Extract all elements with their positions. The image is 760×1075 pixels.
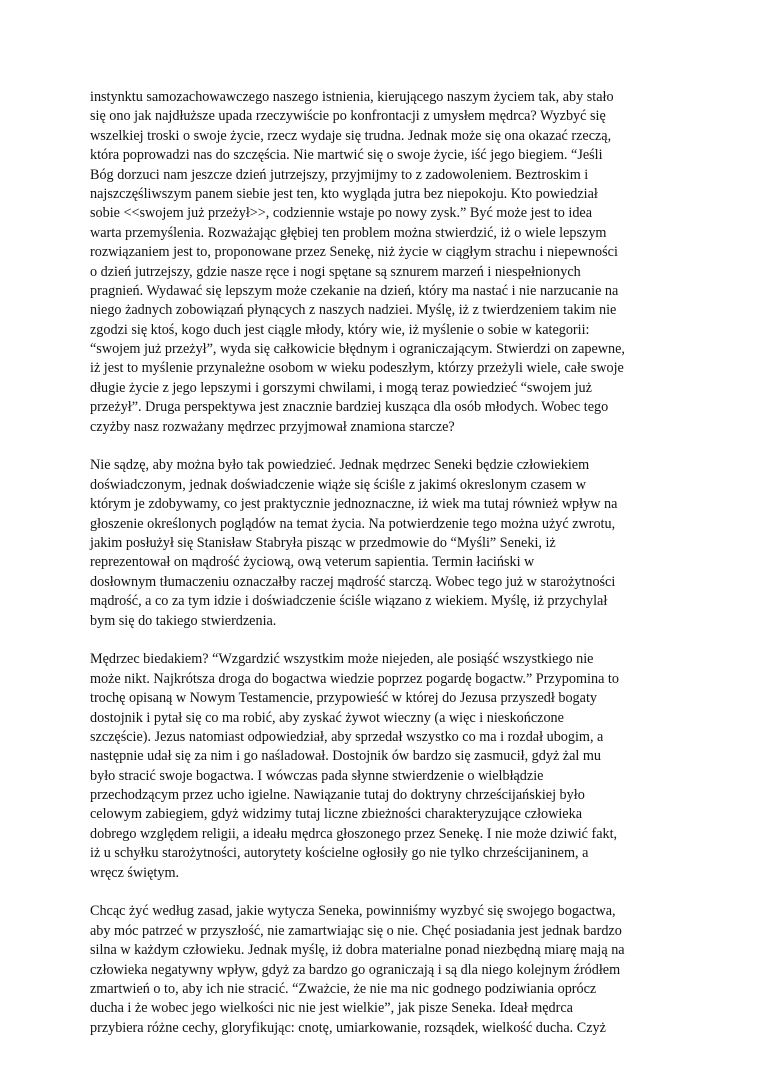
text-line: bym się do takiego stwierdzenia. <box>90 612 277 629</box>
paragraph-2 <box>90 456 680 631</box>
text-line: następnie udał się za nim i go naśladował. Dostojnik ów bardzo się zasmucił, gdyż żal mu <box>90 748 602 765</box>
text-line: trochę opisaną w Nowym Testamencie, przypowieść w której do Jezusa przyszedł bogaty <box>90 690 597 707</box>
text-line: było stracić swoje bogactwa. I wówczas pada słynne stwierdzenie o wielbłądzie <box>90 767 544 784</box>
text-line: iż jest to myślenie przynależne osobom w wieku podeszłym, którzy przeżyli wiele, całe swoje <box>90 360 624 377</box>
text-line: Mędrzec biedakiem? “Wzgardzić wszystkim może niejeden, ale posiąść wszystkiego nie <box>90 651 594 668</box>
paragraph-1 <box>90 88 680 437</box>
text-line: instynktu samozachowawczego naszego istnienia, kierującego naszym życiem tak, aby stało <box>90 89 614 105</box>
text-line: celowym zabiegiem, gdyż widzimy tutaj liczne zbieżności charakteryzujące człowieka <box>90 806 582 823</box>
text-line: aby móc patrzeć w przyszłość, nie zamartwiając się o nie. Chęć posiadania jest jednak bardzo <box>90 922 622 939</box>
text-line: może nikt. Najkrótsza droga do bogactwa wiedzie poprzez pogardę bogactw.” Przypomina to <box>90 670 619 687</box>
text-line: przeżył”. Druga perspektywa jest znacznie bardziej kusząca dla osób młodych. Wobec tego <box>90 399 609 416</box>
text-line: szczęście). Jezus natomiast odpowiedział, aby sprzedał wszystko co ma i rozdał ubogim, a <box>90 728 604 745</box>
text-line: się ono jak najdłuższe upada rzeczywiście po konfrontacji z umysłem mędrca? Wyzbyć się <box>90 108 606 125</box>
text-line: najszczęśliwszym panem siebie jest ten, kto wygląda jutra bez niepokoju. Kto powiedział <box>90 185 598 202</box>
text-line: długie życie z jego lepszymi i gorszymi chwilami, i mogą teraz powiedzieć “swojem już <box>90 379 592 396</box>
text-line: przechodzącym przez ucho igielne. Nawiązanie tutaj do doktryny chrześcijańskiej było <box>90 787 585 804</box>
text-line: reprezentował on mądrość życiową, ową veterum sapientia. Termin łaciński w <box>90 554 535 571</box>
text-line: niego żadnych zobowiązań płynących z naszych nadziei. Myślę, iż z twierdzeniem takim nie <box>90 302 617 319</box>
text-line: przybiera różne cechy, gloryfikując: cnotę, umiarkowanie, rozsądek, wielkość ducha. Czyż <box>90 1019 606 1036</box>
text-line: wręcz świętym. <box>90 864 180 881</box>
text-line: mądrość, a co za tym idzie i doświadczenie ściśle wiązano z wiekiem. Myślę, iż przychylał <box>90 593 608 610</box>
text-line: dostojnik i pytał się co ma robić, aby zyskać żywot wieczny (a więc i nieskończone <box>90 709 564 726</box>
text-line: dosłownym tłumaczeniu oznaczałby raczej mądrość starczą. Wobec tego już w starożytności <box>90 573 616 590</box>
text-line: sobie <<swojem już przeżył>>, codziennie wstaje po nowy zysk.” Być może jest to idea <box>90 205 593 222</box>
text-line: która poprowadzi nas do szczęścia. Nie martwić się o swoje życie, iść jego biegiem. “Jeśli <box>90 147 603 164</box>
text-line: dobrego względem religii, a ideału mędrca głoszonego przez Senekę. I nie może dziwić fakt, <box>90 825 618 842</box>
text-line: doświadczonym, jednak doświadczenie wiąże się ściśle z jakimś okreslonym czasem w <box>90 476 587 493</box>
document-page <box>90 88 680 1058</box>
text-line: zmartwień o to, aby ich nie stracić. “Zważcie, że nie ma nic godnego podziwiania oprócz <box>90 980 597 997</box>
text-line: o dzień jutrzejszy, gdzie nasze ręce i nogi spętane są sznurem marzeń i niespełnionych <box>90 263 581 280</box>
text-line: silna w każdym człowieku. Jednak myślę, iż dobra materialne ponad niezbędną miarę mają na <box>90 942 625 959</box>
text-line: “swojem już przeżył”, wyda się całkowicie błędnym i ograniczającym. Stwierdzi on zapewne, <box>90 341 625 358</box>
paragraph-4 <box>90 902 680 1038</box>
text-line: Bóg dorzuci nam jeszcze dzień jutrzejszy, przyjmijmy to z zadowoleniem. Beztroskim i <box>90 166 589 183</box>
text-line: czyżby nasz rozważany mędrzec przyjmował znamiona starcze? <box>90 418 455 435</box>
text-line: głoszenie określonych poglądów na temat życia. Na potwierdzenie tego można użyć zwrotu, <box>90 515 616 532</box>
text-line: zgodzi się ktoś, kogo duch jest ciągle młody, który wie, iż myślenie o sobie w kategorii: <box>90 321 590 338</box>
text-line: Nie sądzę, aby można było tak powiedzieć. Jednak mędrzec Seneki będzie człowiekiem <box>90 457 590 474</box>
text-line: jakim posłużył się Stanisław Stabryła pisząc w przedmowie do “Myśli” Seneki, iż <box>90 534 556 551</box>
text-line: Chcąc żyć według zasad, jakie wytycza Seneka, powinniśmy wyzbyć się swojego bogactwa, <box>90 903 616 920</box>
text-line: rozwiązaniem jest to, proponowane przez Senekę, niż życie w ciągłym strachu i niepewności <box>90 244 618 261</box>
text-line: ducha i że wobec jego wielkości nic nie jest wielkie”, jak pisze Seneka. Ideał mędrca <box>90 1000 573 1017</box>
text-line: warta przemyślenia. Rozważając głębiej ten problem można stwierdzić, iż o wiele lepszym <box>90 224 607 241</box>
paragraph-3 <box>90 650 680 883</box>
text-line: wszelkiej troski o swoje życie, rzecz wydaje się trudna. Jednak może się ona okazać rzeczą, <box>90 127 612 144</box>
text-line: człowieka negatywny wpływ, gdyż za bardzo go ograniczają i są dla niego kolejnym źródłem <box>90 961 621 978</box>
text-line: którym je zdobywamy, co jest praktycznie jednoznaczne, iż wiek ma tutaj również wpływ na <box>90 496 618 513</box>
text-line: iż u schyłku starożytności, autorytety kościelne ogłosiły go nie tylko chrześcijaninem, a <box>90 845 589 862</box>
text-line: pragnień. Wydawać się lepszym może czekanie na dzień, który ma nastać i nie narzucanie na <box>90 282 619 299</box>
